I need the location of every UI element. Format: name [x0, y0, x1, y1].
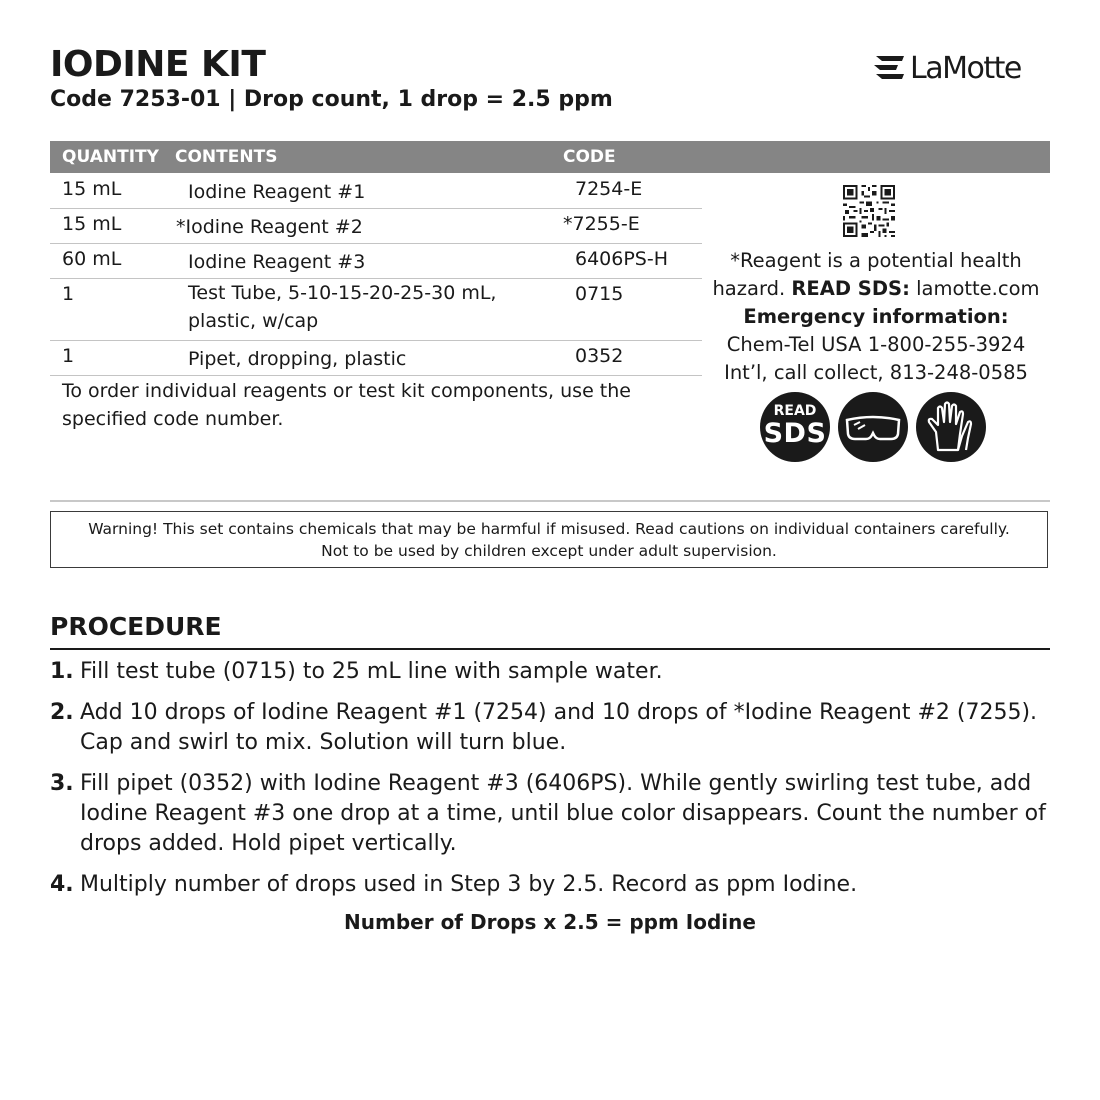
- lamotte-link[interactable]: lamotte.com: [916, 277, 1040, 300]
- safety-goggles-icon: [838, 392, 908, 462]
- procedure-step: [50, 870, 1050, 900]
- table-row: [50, 340, 702, 376]
- step-text: Add 10 drops of Iodine Reagent #1 (7254) and 10 drops of *Iodine Reagent #2 (7255). Cap and swirl to mix. Solution will turn blue.: [80, 700, 1038, 755]
- row-quantity: 60 mL: [62, 248, 122, 270]
- hazard-line: [706, 275, 1046, 303]
- step-number: 4.: [50, 872, 74, 897]
- header-contents: CONTENTS: [175, 147, 278, 167]
- intl-phone: Int’l, call collect, 813-248-0585: [724, 361, 1028, 384]
- step-number: 3.: [50, 771, 74, 796]
- contents-table-header: [50, 141, 1050, 173]
- table-row: [50, 173, 702, 209]
- gloves-icon: [916, 392, 986, 462]
- row-contents: Iodine Reagent #3: [188, 251, 366, 273]
- row-quantity: 1: [62, 345, 75, 367]
- warning-line: Warning! This set contains chemicals that may be harmful if misused. Read cautions on individual containers carefully.: [88, 520, 1010, 538]
- read-sds-icon-bottom: SDS: [763, 418, 827, 449]
- procedure-step: [50, 769, 1050, 859]
- result-formula: Number of Drops x 2.5 = ppm Iodine: [344, 910, 756, 934]
- row-code: 0352: [575, 345, 624, 367]
- header-code: CODE: [563, 147, 616, 167]
- step-number: 2.: [50, 700, 74, 725]
- table-row: [50, 243, 702, 279]
- lamotte-logo: [872, 48, 1052, 88]
- emergency-heading: Emergency information:: [743, 305, 1009, 328]
- chemtel-phone: Chem-Tel USA 1-800-255-3924: [726, 333, 1026, 356]
- qr-code-icon[interactable]: [843, 185, 895, 237]
- warning-box: [50, 511, 1048, 568]
- row-contents: *Iodine Reagent #2: [176, 216, 363, 238]
- step-text: Fill test tube (0715) to 25 mL line with sample water.: [80, 659, 663, 684]
- hazard-line: *Reagent is a potential health: [730, 249, 1022, 272]
- warning-line: Not to be used by children except under adult supervision.: [321, 542, 777, 560]
- procedure-title: PROCEDURE: [50, 612, 222, 641]
- row-quantity: 15 mL: [62, 178, 122, 200]
- hazard-prefix: hazard.: [712, 277, 786, 300]
- procedure-step: [50, 657, 1050, 687]
- row-contents: Test Tube, 5-10-15-20-25-30 mL, plastic, w/cap: [188, 282, 497, 332]
- row-quantity: 1: [62, 283, 75, 305]
- section-divider: [50, 500, 1050, 502]
- procedure-steps: [50, 657, 1050, 911]
- kit-title: IODINE KIT: [50, 44, 266, 85]
- row-code: 0715: [575, 283, 624, 305]
- table-row: [50, 278, 702, 341]
- step-number: 1.: [50, 659, 74, 684]
- kit-subtitle: Code 7253-01 | Drop count, 1 drop = 2.5 ppm: [50, 87, 613, 112]
- row-contents: Iodine Reagent #1: [188, 181, 366, 203]
- step-text: Fill pipet (0352) with Iodine Reagent #3 (6406PS). While gently swirling test tube, add Iodine Reagent #3 one drop at a time, until blue color disappears. Count the number of drops added. Hold pipet vertically.: [80, 771, 1046, 856]
- order-note: To order individual reagents or test kit components, use the specified code number.: [62, 380, 631, 430]
- header-quantity: QUANTITY: [62, 147, 159, 167]
- safety-info: [706, 247, 1046, 387]
- read-sds-label: READ SDS:: [791, 277, 910, 300]
- read-sds-icon: [760, 392, 830, 462]
- safety-icons: [760, 392, 990, 466]
- step-text: Multiply number of drops used in Step 3 by 2.5. Record as ppm Iodine.: [80, 872, 858, 897]
- row-contents: Pipet, dropping, plastic: [188, 348, 407, 370]
- row-code: 6406PS-H: [575, 248, 669, 270]
- table-row: [50, 208, 702, 244]
- read-sds-icon-top: READ: [773, 403, 817, 419]
- row-code: *7255-E: [563, 213, 640, 235]
- row-code: 7254-E: [575, 178, 643, 200]
- procedure-rule: [50, 648, 1050, 650]
- row-quantity: 15 mL: [62, 213, 122, 235]
- procedure-step: [50, 698, 1050, 758]
- lamotte-logo-mark: [872, 53, 906, 83]
- lamotte-logo-text: LaMotte: [910, 50, 1021, 86]
